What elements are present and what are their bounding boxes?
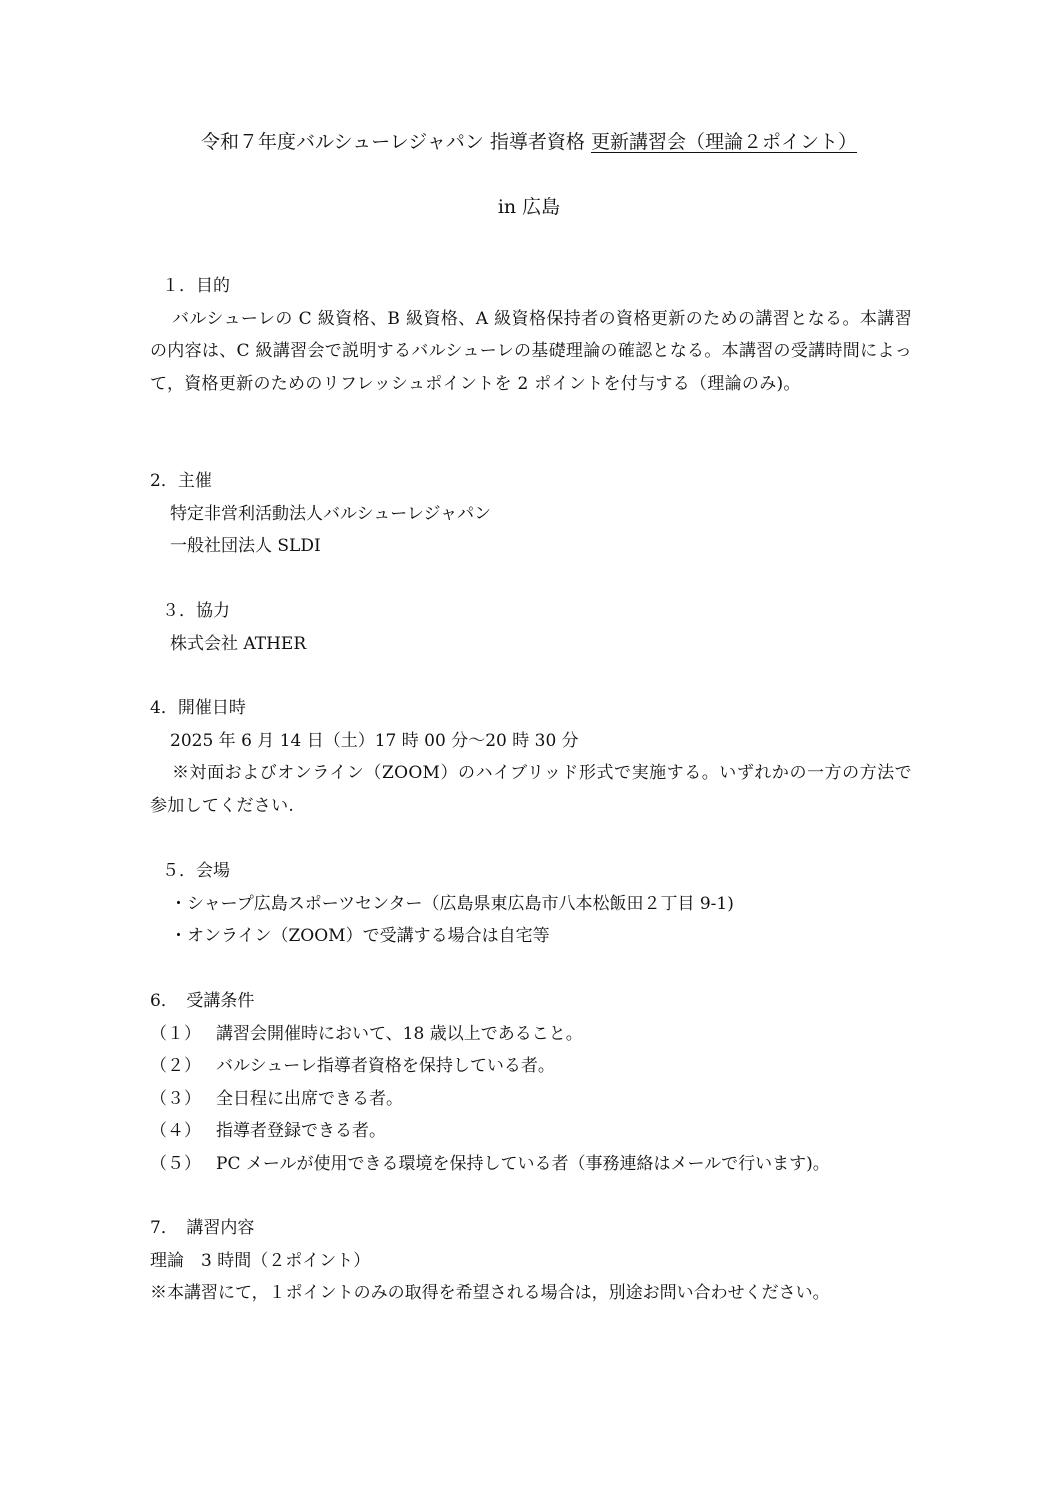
- condition-text: バルシューレ指導者資格を保持している者。: [216, 1056, 555, 1076]
- condition-text: PC メールが使用できる環境を保持している者（事務連絡はメールで行います)。: [216, 1153, 830, 1174]
- title-plain: 令和７年度バルシューレジャパン 指導者資格: [200, 131, 591, 153]
- page-subtitle: in 広島: [497, 196, 561, 218]
- section-heading: ５．会場: [162, 861, 230, 881]
- condition-number: （５）: [150, 1153, 201, 1174]
- organizer-line: 一般社団法人 SLDI: [170, 536, 321, 556]
- section-heading: 6． 受講条件: [150, 991, 255, 1011]
- condition-item: [150, 1148, 912, 1181]
- condition-number: （３）: [150, 1088, 201, 1109]
- section-heading: 4．開催日時: [150, 698, 246, 718]
- section-heading: １．目的: [162, 276, 230, 296]
- section-conditions: [150, 985, 912, 1180]
- organizer-line: 特定非営利活動法人バルシューレジャパン: [170, 503, 492, 524]
- section-heading: 7． 講習内容: [150, 1218, 255, 1238]
- cooperation-line: 株式会社 ATHER: [170, 633, 307, 654]
- event-date: 2025 年 6 月 14 日（土）17 時 00 分～20 時 30 分: [170, 730, 579, 751]
- content-line: ※本講習にて，１ポイントのみの取得を希望される場合は，別途お問い合わせください。: [150, 1283, 830, 1303]
- page-title: [0, 128, 1058, 156]
- section-content: [150, 1212, 912, 1310]
- section-body: バルシューレの C 級資格、B 級資格、A 級資格保持者の資格更新のための講習となる。本講習の内容は、C 級講習会で説明するバルシューレの基礎理論の確認となる。本講習の受講時間によって，資格更新のためのリフレッシュポイントを 2 ポイントを付与する（理論のみ)。: [150, 308, 912, 394]
- section-venue: [150, 855, 912, 953]
- condition-text: 指導者登録できる者。: [216, 1121, 386, 1141]
- venue-line: ・シャープ広島スポーツセンター（広島県東広島市八本松飯田２丁目 9-1): [170, 893, 734, 914]
- condition-item: [150, 1050, 912, 1083]
- condition-number: （１）: [150, 1023, 201, 1044]
- condition-number: （４）: [150, 1121, 201, 1141]
- condition-text: 講習会開催時において、18 歳以上であること。: [216, 1023, 583, 1044]
- condition-item: [150, 1018, 912, 1051]
- condition-item: [150, 1115, 912, 1148]
- section-cooperation: [150, 595, 912, 660]
- content-line: 理論 3 時間（２ポイント）: [150, 1250, 371, 1271]
- condition-text: 全日程に出席できる者。: [216, 1088, 403, 1109]
- event-note: ※対面およびオンライン（ZOOM）のハイブリッド形式で実施する。いずれかの一方の方法で参加してください.: [150, 763, 912, 816]
- section-organizer: [150, 465, 912, 563]
- condition-number: （２）: [150, 1056, 201, 1076]
- title-underlined: 更新講習会（理論２ポイント）: [590, 131, 857, 153]
- condition-item: [150, 1083, 912, 1116]
- section-purpose: [150, 270, 912, 400]
- section-heading: ３．協力: [162, 601, 230, 621]
- venue-line: ・オンライン（ZOOM）で受講する場合は自宅等: [170, 926, 550, 946]
- section-heading: 2．主催: [150, 471, 212, 491]
- section-datetime: [150, 692, 912, 822]
